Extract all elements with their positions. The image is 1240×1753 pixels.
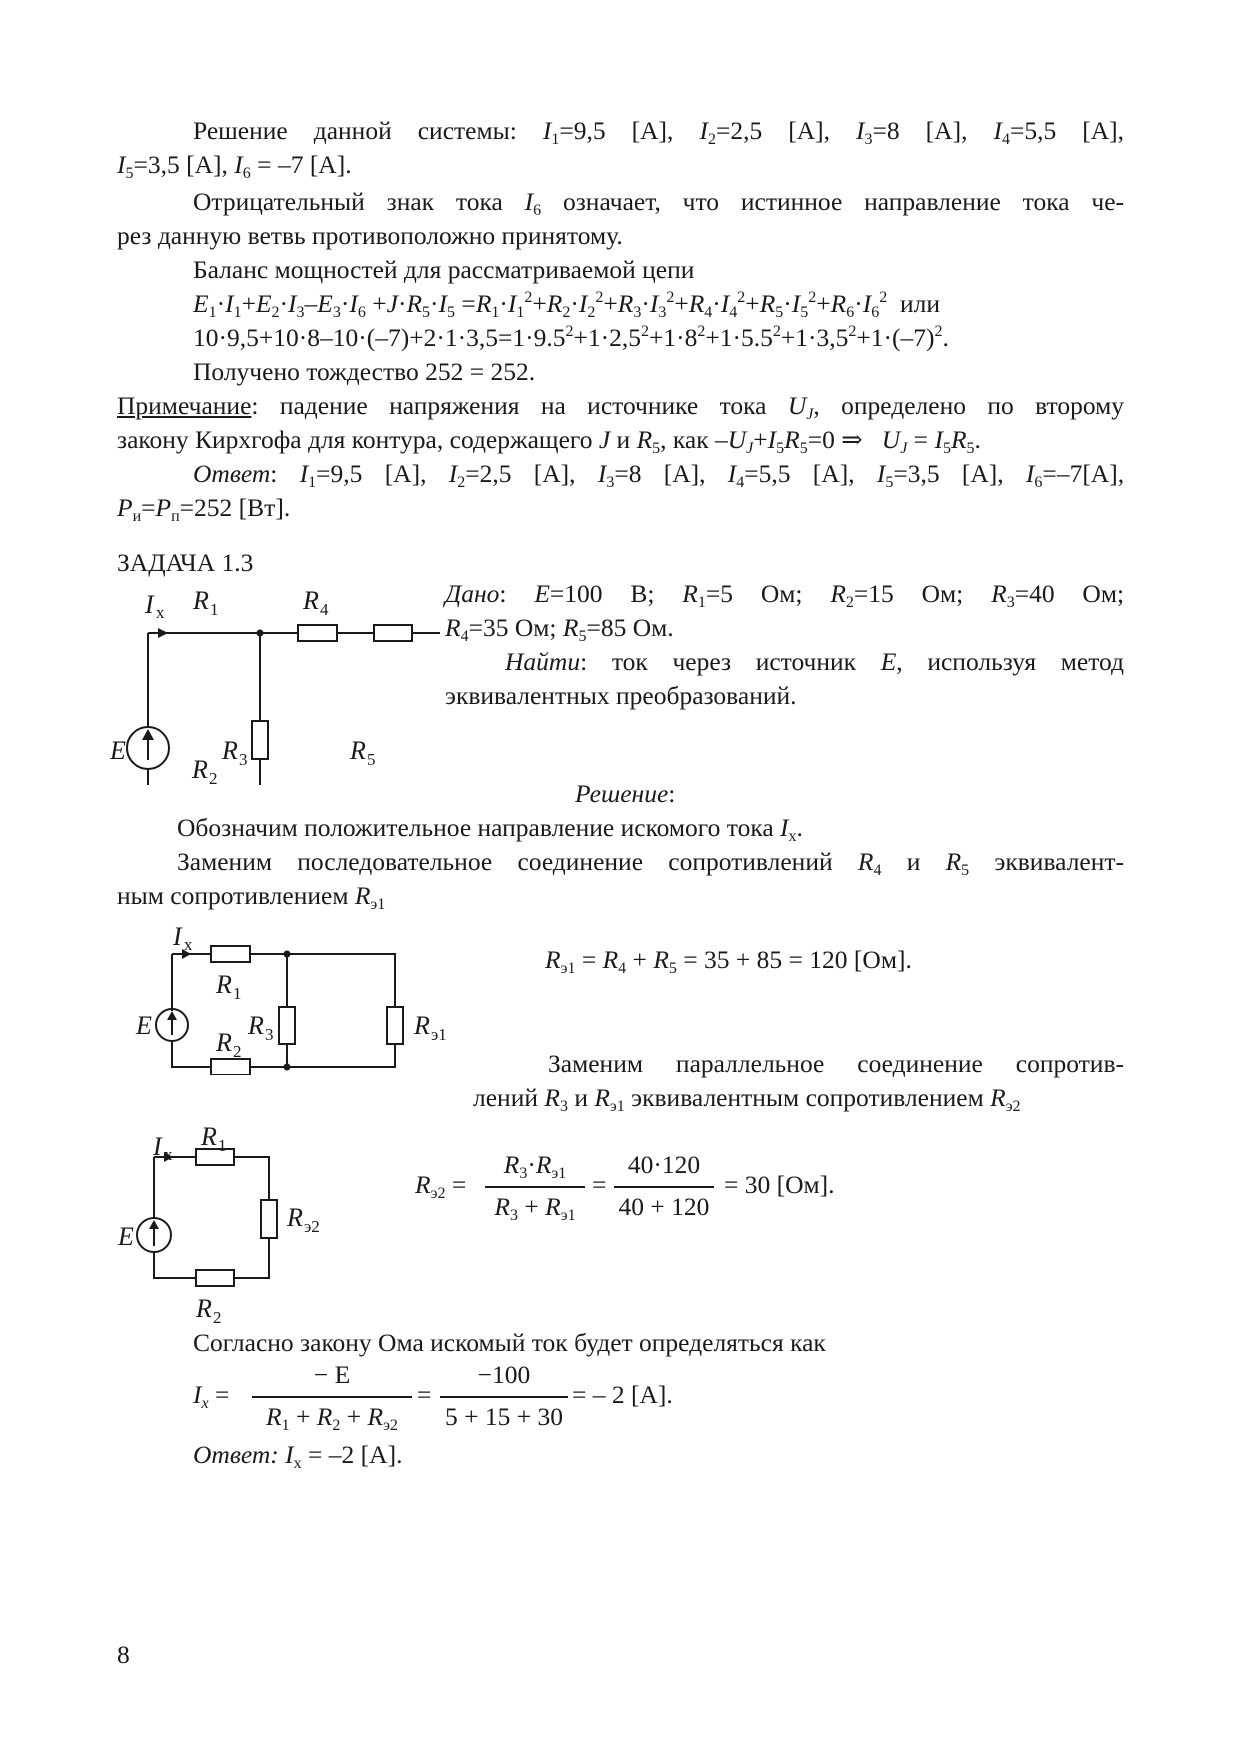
- fraction-bar: [252, 1396, 412, 1398]
- svg-text:R: R: [350, 736, 366, 765]
- answer-1-line-2: $P_и=P_п=252$ [Вт].: [117, 493, 291, 525]
- fraction-bar: [440, 1396, 568, 1398]
- resistor-r2: [211, 1059, 250, 1075]
- ix-lhs: $I_x$ =: [193, 1380, 230, 1412]
- circuit-2-wires: [172, 954, 395, 1067]
- re2-den-value: 40 + 120: [618, 1192, 710, 1221]
- resistor-r1: [211, 946, 250, 962]
- answer-1-line-1: Ответ: $I_1=9,5$ [А], $I_2=2,5$ [А], $I_3=8$ [А], $I_4=5,5$ [А], $I_5=3,5$ [А], $I_6=-7[А]$,: [193, 459, 1125, 491]
- svg-text:2: 2: [233, 1042, 242, 1061]
- negative-current-note: Отрицательный знак тока $I_6$ означает, что истинное направление тока че-: [193, 187, 1125, 219]
- circuit-3-wires: [154, 1157, 269, 1278]
- svg-text:1: 1: [218, 1136, 227, 1155]
- find-line-1: Найти: ток через источник E, используя метод: [505, 647, 1124, 676]
- node-dot: [284, 951, 291, 958]
- source-arrow-icon: [167, 1011, 177, 1020]
- source-arrow-icon: [149, 1220, 159, 1229]
- svg-text:I: I: [153, 1132, 162, 1161]
- svg-text:R: R: [248, 1011, 264, 1040]
- note-line-1: Примечание: падение напряжения на источнике тока $U_J$, определено по второму: [117, 391, 1125, 423]
- ix-denominator: $R_1 + R_2 + R_{э2}$: [266, 1402, 398, 1434]
- fraction-bar: [614, 1186, 714, 1188]
- svg-text:E: E: [136, 1011, 152, 1040]
- resistor-r2: [196, 1270, 234, 1286]
- svg-text:2: 2: [213, 1308, 222, 1325]
- svg-text:R: R: [303, 586, 319, 615]
- svg-text:R: R: [222, 736, 238, 765]
- svg-text:I: I: [173, 925, 182, 951]
- ix-den-value: 5 + 15 + 30: [444, 1402, 563, 1431]
- resistor-r3: [252, 721, 268, 759]
- power-balance-numeric: $10\cdot 9,5+10\cdot 8-10\cdot(-7)+2\cdot 1\cdot 3,5=1\cdot 9.5^2+1\cdot 2,5^2+1\cdot 8^2+1\cdot 5.5^2+1\cdot 3,5^2+1\cdot(-7)^2$.: [193, 323, 949, 352]
- ix-numerator: − E: [313, 1360, 351, 1389]
- current-arrow-icon: [158, 628, 168, 638]
- svg-text:R: R: [192, 755, 208, 784]
- svg-text:4: 4: [320, 600, 329, 619]
- equals: =: [417, 1380, 432, 1409]
- svg-text:3: 3: [239, 750, 248, 769]
- re2-denominator: $R_3 + R_{э1}$: [494, 1192, 576, 1224]
- svg-text:R: R: [196, 1294, 212, 1323]
- resistor-r3: [279, 1007, 295, 1044]
- circuit-diagram-3: [110, 1125, 340, 1325]
- power-balance-equation: $E_1\cdot I_1+E_2\cdot I_3-E_3\cdot I_6 +J\cdot R_5\cdot I_5 =R_1\cdot I_1^2+R_2\cdot I_2^2+R_3\cdot I_3^2+R_4\cdot I_4^2+R_5\cdot I_5^2+R_6\cdot I_6^2$ или: [193, 289, 941, 321]
- resistor-re2: [261, 1200, 277, 1238]
- ix-num-value: −100: [477, 1360, 531, 1389]
- given-line-1: Дано: E=100 В; $R_1=5$ Ом; $R_2=15$ Ом; $R_3=40$ Ом;: [445, 579, 1125, 611]
- final-answer: Ответ: $I_x = -2$ [А].: [193, 1440, 403, 1472]
- solution-p3-line-1: Заменим параллельное соединение сопротив-: [548, 1049, 1124, 1078]
- solution-p3-line-2: лений $R_3$ и $R_{э1}$ эквивалентным сопротивлением $R_{э2}$: [473, 1083, 1021, 1115]
- svg-text:x: x: [156, 603, 165, 622]
- source-arrow-icon: [142, 729, 154, 740]
- identity-text: Получено тождество 252 = 252.: [193, 357, 536, 386]
- page-number: 8: [117, 1640, 130, 1669]
- re2-lhs: $R_{э2}$ =: [415, 1170, 467, 1202]
- ix-result: = – 2 [А].: [572, 1380, 673, 1409]
- svg-text:E: E: [110, 736, 126, 765]
- fraction-bar: [485, 1186, 585, 1188]
- svg-text:R: R: [193, 586, 209, 615]
- task-title: ЗАДАЧА 1.3: [117, 548, 254, 577]
- svg-text:э2: э2: [304, 1217, 320, 1236]
- solution-heading: Решение:: [575, 779, 676, 808]
- resistor-re1: [387, 1007, 403, 1044]
- svg-text:R: R: [216, 1028, 232, 1057]
- circuit-diagram-1: [110, 585, 440, 785]
- svg-text:I: I: [145, 590, 154, 619]
- svg-text:R: R: [287, 1203, 303, 1232]
- find-line-2: эквивалентных преобразований.: [445, 681, 797, 710]
- solution-p2-line-1: Заменим последовательное соединение сопротивлений $R_4$ и $R_5$ эквивалент-: [177, 847, 1125, 879]
- svg-text:3: 3: [265, 1025, 274, 1044]
- svg-text:x: x: [164, 1145, 173, 1164]
- resistor-r1: [196, 1149, 234, 1165]
- svg-text:5: 5: [367, 750, 376, 769]
- resistor-r1: [298, 625, 337, 641]
- solution-values-line-2: $I_5=3,5$ [А], $I_6 = -7$ [А].: [117, 150, 352, 182]
- solution-values-line-1: Решение данной системы: $I_1=9,5$ [А], $I_2=2,5$ [А], $I_3=8$ [А], $I_4=5,5$ [А],: [193, 116, 1125, 148]
- negative-current-note-2: рез данную ветвь противоположно принятому.: [117, 221, 623, 250]
- resistor-r4: [374, 625, 412, 641]
- svg-text:R: R: [414, 1011, 430, 1040]
- svg-text:2: 2: [209, 769, 218, 785]
- svg-text:x: x: [184, 935, 193, 954]
- svg-text:э1: э1: [431, 1025, 447, 1044]
- svg-text:R: R: [216, 970, 232, 999]
- re2-result: = 30 [Ом].: [724, 1170, 835, 1199]
- solution-p1: Обозначим положительное направление искомого тока $I_x$.: [177, 813, 803, 845]
- power-balance-title: Баланс мощностей для рассматриваемой цепи: [193, 255, 695, 284]
- circuit-diagram-2: [130, 925, 470, 1075]
- node-dot: [257, 630, 264, 637]
- svg-text:1: 1: [233, 984, 242, 1003]
- node-dot: [284, 1064, 291, 1071]
- svg-text:1: 1: [210, 600, 219, 619]
- equals: =: [592, 1170, 607, 1199]
- ohm-law-text: Согласно закону Ома искомый ток будет определяться как: [193, 1328, 826, 1357]
- given-line-2: $R_4=35$ Ом; $R_5=85$ Ом.: [445, 613, 674, 645]
- svg-text:E: E: [118, 1222, 134, 1251]
- re1-formula: $R_{э1} = R_4 + R_5 = 35 + 85 = 120$ [Ом].: [545, 945, 912, 977]
- re2-numerator: $R_3\cdot R_{э1}$: [503, 1150, 567, 1182]
- solution-p2-line-2: ным сопротивлением $R_{э1}$: [117, 881, 386, 913]
- note-line-2: закону Кирхгофа для контура, содержащего J и $R_5$, как $-U_J+I_5R_5=0$ ⇒ $U_J = I_5R_5$.: [117, 425, 981, 457]
- svg-text:R: R: [201, 1125, 217, 1151]
- re2-num-value: 40·120: [627, 1150, 701, 1179]
